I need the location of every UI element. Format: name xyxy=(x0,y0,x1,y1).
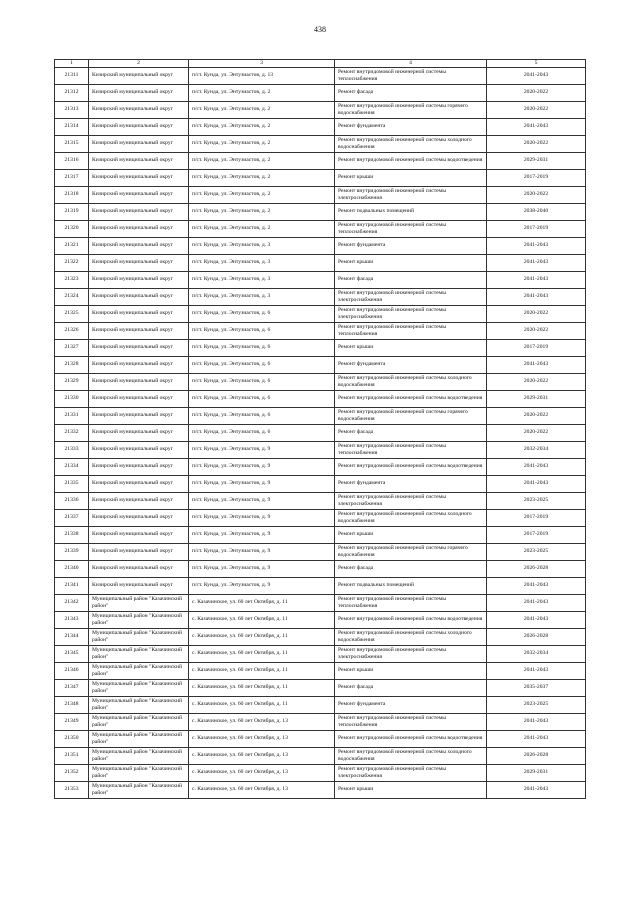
period-cell: 2041-2043 xyxy=(487,662,586,679)
row-number-cell: 21330 xyxy=(55,390,89,407)
period-cell: 2041-2043 xyxy=(487,67,586,84)
table-row xyxy=(55,407,586,424)
municipality-cell: Муниципальный район "Казачинский район" xyxy=(89,594,189,611)
period-cell: 2032-2034 xyxy=(487,441,586,458)
table-row xyxy=(55,135,586,152)
period-cell: 2017-2019 xyxy=(487,339,586,356)
table-row xyxy=(55,662,586,679)
period-cell: 2038-2040 xyxy=(487,203,586,220)
municipality-cell: Муниципальный район "Казачинский район" xyxy=(89,747,189,764)
period-cell: 2023-2025 xyxy=(487,543,586,560)
column-number: 3 xyxy=(189,60,335,68)
table-row xyxy=(55,254,586,271)
column-number: 5 xyxy=(487,60,586,68)
work-type-cell: Ремонт внутридомовой инженерной системы холодного водоснабжения xyxy=(335,628,487,645)
municipality-cell: Кизирский муниципальный округ xyxy=(89,118,189,135)
period-cell: 2041-2043 xyxy=(487,713,586,730)
work-type-cell: Ремонт фасада xyxy=(335,424,487,441)
page-number: 438 xyxy=(314,25,326,34)
row-number-cell: 21322 xyxy=(55,254,89,271)
work-type-cell: Ремонт внутридомовой инженерной системы электроснабжения xyxy=(335,288,487,305)
period-cell: 2032-2034 xyxy=(487,645,586,662)
municipality-cell: Кизирский муниципальный округ xyxy=(89,339,189,356)
municipality-cell: Кизирский муниципальный округ xyxy=(89,169,189,186)
row-number-cell: 21323 xyxy=(55,271,89,288)
period-cell: 2041-2043 xyxy=(487,356,586,373)
row-number-cell: 21315 xyxy=(55,135,89,152)
row-number-cell: 21335 xyxy=(55,475,89,492)
work-type-cell: Ремонт фундамента xyxy=(335,356,487,373)
work-type-cell: Ремонт фасада xyxy=(335,84,487,101)
period-cell: 2020-2022 xyxy=(487,305,586,322)
address-cell: п/ст. Кунда, ул. Энтузиастов, д. 2 xyxy=(189,101,335,118)
table-row xyxy=(55,611,586,628)
row-number-cell: 21332 xyxy=(55,424,89,441)
address-cell: с. Казачинское, ул. 60 лет Октября, д. 13 xyxy=(189,747,335,764)
period-cell: 2029-2031 xyxy=(487,764,586,781)
row-number-cell: 21328 xyxy=(55,356,89,373)
address-cell: с. Казачинское, ул. 60 лет Октября, д. 11 xyxy=(189,628,335,645)
address-cell: п/ст. Кунда, ул. Энтузиастов, д. 2 xyxy=(189,135,335,152)
table-row xyxy=(55,169,586,186)
row-number-cell: 21334 xyxy=(55,458,89,475)
municipality-cell: Кизирский муниципальный округ xyxy=(89,407,189,424)
work-type-cell: Ремонт внутридомовой инженерной системы электроснабжения xyxy=(335,305,487,322)
work-type-cell: Ремонт внутридомовой инженерной системы холодного водоснабжения xyxy=(335,135,487,152)
table-row xyxy=(55,152,586,169)
row-number-cell: 21321 xyxy=(55,237,89,254)
table-row xyxy=(55,390,586,407)
work-type-cell: Ремонт внутридомовой инженерной системы водоотведения xyxy=(335,152,487,169)
table-row xyxy=(55,696,586,713)
period-cell: 2029-2031 xyxy=(487,390,586,407)
work-type-cell: Ремонт фундамента xyxy=(335,118,487,135)
address-cell: п/ст. Кунда, ул. Энтузиастов, д. 6 xyxy=(189,305,335,322)
municipality-cell: Кизирский муниципальный округ xyxy=(89,322,189,339)
work-type-cell: Ремонт внутридомовой инженерной системы теплоснабжения xyxy=(335,594,487,611)
address-cell: с. Казачинское, ул. 60 лет Октября, д. 13 xyxy=(189,764,335,781)
period-cell: 2020-2022 xyxy=(487,322,586,339)
table-row xyxy=(55,356,586,373)
period-cell: 2023-2025 xyxy=(487,492,586,509)
address-cell: с. Казачинское, ул. 60 лет Октября, д. 13 xyxy=(189,713,335,730)
work-type-cell: Ремонт фундамента xyxy=(335,475,487,492)
column-number: 1 xyxy=(55,60,89,68)
period-cell: 2020-2022 xyxy=(487,84,586,101)
row-number-cell: 21311 xyxy=(55,67,89,84)
address-cell: с. Казачинское, ул. 60 лет Октября, д. 13 xyxy=(189,730,335,747)
municipality-cell: Кизирский муниципальный округ xyxy=(89,458,189,475)
period-cell: 2017-2019 xyxy=(487,169,586,186)
municipality-cell: Кизирский муниципальный округ xyxy=(89,475,189,492)
table-row xyxy=(55,305,586,322)
table-row xyxy=(55,220,586,237)
municipality-cell: Кизирский муниципальный округ xyxy=(89,441,189,458)
row-number-cell: 21339 xyxy=(55,543,89,560)
row-number-cell: 21348 xyxy=(55,696,89,713)
row-number-cell: 21338 xyxy=(55,526,89,543)
work-type-cell: Ремонт внутридомовой инженерной системы теплоснабжения xyxy=(335,322,487,339)
row-number-cell: 21337 xyxy=(55,509,89,526)
table-row xyxy=(55,747,586,764)
work-type-cell: Ремонт внутридомовой инженерной системы теплоснабжения xyxy=(335,220,487,237)
work-type-cell: Ремонт внутридомовой инженерной системы теплоснабжения xyxy=(335,713,487,730)
table-row xyxy=(55,764,586,781)
municipality-cell: Кизирский муниципальный округ xyxy=(89,237,189,254)
work-type-cell: Ремонт внутридомовой инженерной системы электроснабжения xyxy=(335,186,487,203)
row-number-cell: 21343 xyxy=(55,611,89,628)
municipality-cell: Кизирский муниципальный округ xyxy=(89,135,189,152)
municipality-cell: Кизирский муниципальный округ xyxy=(89,492,189,509)
address-cell: п/ст. Кунда, ул. Энтузиастов, д. 9 xyxy=(189,543,335,560)
row-number-cell: 21341 xyxy=(55,577,89,594)
table-row xyxy=(55,543,586,560)
row-number-cell: 21340 xyxy=(55,560,89,577)
row-number-cell: 21327 xyxy=(55,339,89,356)
address-cell: п/ст. Кунда, ул. Энтузиастов, д. 6 xyxy=(189,407,335,424)
row-number-cell: 21317 xyxy=(55,169,89,186)
municipality-cell: Кизирский муниципальный округ xyxy=(89,356,189,373)
address-cell: п/ст. Кунда, ул. Энтузиастов, д. 2 xyxy=(189,186,335,203)
row-number-cell: 21336 xyxy=(55,492,89,509)
row-number-cell: 21353 xyxy=(55,781,89,798)
address-cell: п/ст. Кунда, ул. Энтузиастов, д. 6 xyxy=(189,356,335,373)
table-row xyxy=(55,526,586,543)
municipality-cell: Кизирский муниципальный округ xyxy=(89,424,189,441)
period-cell: 2020-2022 xyxy=(487,135,586,152)
table-row xyxy=(55,203,586,220)
address-cell: п/ст. Кунда, ул. Энтузиастов, д. 3 xyxy=(189,271,335,288)
municipality-cell: Муниципальный район "Казачинский район" xyxy=(89,781,189,798)
period-cell: 2026-2028 xyxy=(487,628,586,645)
address-cell: п/ст. Кунда, ул. Энтузиастов, д. 9 xyxy=(189,475,335,492)
address-cell: п/ст. Кунда, ул. Энтузиастов, д. 9 xyxy=(189,441,335,458)
address-cell: п/ст. Кунда, ул. Энтузиастов, д. 3 xyxy=(189,254,335,271)
address-cell: п/ст. Кунда, ул. Энтузиастов, д. 9 xyxy=(189,526,335,543)
municipality-cell: Кизирский муниципальный округ xyxy=(89,526,189,543)
municipality-cell: Кизирский муниципальный округ xyxy=(89,67,189,84)
work-type-cell: Ремонт крыши xyxy=(335,662,487,679)
row-number-cell: 21319 xyxy=(55,203,89,220)
row-number-cell: 21325 xyxy=(55,305,89,322)
period-cell: 2020-2022 xyxy=(487,424,586,441)
period-cell: 2041-2043 xyxy=(487,611,586,628)
table-row xyxy=(55,781,586,798)
row-number-cell: 21314 xyxy=(55,118,89,135)
period-cell: 2020-2022 xyxy=(487,186,586,203)
municipality-cell: Муниципальный район "Казачинский район" xyxy=(89,611,189,628)
municipality-cell: Кизирский муниципальный округ xyxy=(89,288,189,305)
period-cell: 2041-2043 xyxy=(487,458,586,475)
row-number-cell: 21350 xyxy=(55,730,89,747)
row-number-cell: 21345 xyxy=(55,645,89,662)
period-cell: 2020-2022 xyxy=(487,407,586,424)
period-cell: 2035-2037 xyxy=(487,679,586,696)
work-type-cell: Ремонт крыши xyxy=(335,254,487,271)
row-number-cell: 21352 xyxy=(55,764,89,781)
municipality-cell: Муниципальный район "Казачинский район" xyxy=(89,764,189,781)
period-cell: 2041-2043 xyxy=(487,730,586,747)
row-number-cell: 21344 xyxy=(55,628,89,645)
municipality-cell: Кизирский муниципальный округ xyxy=(89,509,189,526)
work-type-cell: Ремонт фасада xyxy=(335,271,487,288)
address-cell: с. Казачинское, ул. 60 лет Октября, д. 11 xyxy=(189,696,335,713)
table-row xyxy=(55,645,586,662)
municipality-cell: Кизирский муниципальный округ xyxy=(89,271,189,288)
work-type-cell: Ремонт подвальных помещений xyxy=(335,203,487,220)
work-type-cell: Ремонт фундамента xyxy=(335,237,487,254)
period-cell: 2041-2043 xyxy=(487,781,586,798)
period-cell: 2041-2043 xyxy=(487,254,586,271)
address-cell: п/ст. Кунда, ул. Энтузиастов, д. 9 xyxy=(189,458,335,475)
row-number-cell: 21320 xyxy=(55,220,89,237)
work-type-cell: Ремонт фундамента xyxy=(335,696,487,713)
address-cell: п/ст. Кунда, ул. Энтузиастов, д. 2 xyxy=(189,152,335,169)
row-number-cell: 21326 xyxy=(55,322,89,339)
address-cell: п/ст. Кунда, ул. Энтузиастов, д. 2 xyxy=(189,118,335,135)
municipality-cell: Кизирский муниципальный округ xyxy=(89,543,189,560)
table-row xyxy=(55,577,586,594)
period-cell: 2026-2028 xyxy=(487,560,586,577)
address-cell: п/ст. Кунда, ул. Энтузиастов, д. 3 xyxy=(189,237,335,254)
work-type-cell: Ремонт внутридомовой инженерной системы электроснабжения xyxy=(335,645,487,662)
work-type-cell: Ремонт внутридомовой инженерной системы теплоснабжения xyxy=(335,441,487,458)
table-row xyxy=(55,594,586,611)
address-cell: п/ст. Кунда, ул. Энтузиастов, д. 6 xyxy=(189,390,335,407)
municipality-cell: Кизирский муниципальный округ xyxy=(89,577,189,594)
table-row xyxy=(55,84,586,101)
work-type-cell: Ремонт внутридомовой инженерной системы теплоснабжения xyxy=(335,67,487,84)
work-type-cell: Ремонт фасада xyxy=(335,679,487,696)
period-cell: 2041-2043 xyxy=(487,288,586,305)
period-cell: 2041-2043 xyxy=(487,475,586,492)
table-row xyxy=(55,373,586,390)
municipality-cell: Муниципальный район "Казачинский район" xyxy=(89,679,189,696)
work-type-cell: Ремонт крыши xyxy=(335,339,487,356)
row-number-cell: 21347 xyxy=(55,679,89,696)
address-cell: с. Казачинское, ул. 60 лет Октября, д. 11 xyxy=(189,594,335,611)
period-cell: 2017-2019 xyxy=(487,220,586,237)
work-type-cell: Ремонт внутридомовой инженерной системы горячего водоснабжения xyxy=(335,543,487,560)
table-row xyxy=(55,628,586,645)
period-cell: 2020-2022 xyxy=(487,101,586,118)
period-cell: 2029-2031 xyxy=(487,152,586,169)
work-type-cell: Ремонт крыши xyxy=(335,526,487,543)
municipality-cell: Муниципальный район "Казачинский район" xyxy=(89,645,189,662)
row-number-cell: 21324 xyxy=(55,288,89,305)
address-cell: п/ст. Кунда, ул. Энтузиастов, д. 2 xyxy=(189,220,335,237)
column-number: 4 xyxy=(335,60,487,68)
address-cell: п/ст. Кунда, ул. Энтузиастов, д. 6 xyxy=(189,339,335,356)
address-cell: с. Казачинское, ул. 60 лет Октября, д. 11 xyxy=(189,662,335,679)
table-row xyxy=(55,339,586,356)
table-row xyxy=(55,424,586,441)
period-cell: 2023-2025 xyxy=(487,696,586,713)
municipality-cell: Муниципальный район "Казачинский район" xyxy=(89,730,189,747)
work-type-cell: Ремонт внутридомовой инженерной системы горячего водоснабжения xyxy=(335,101,487,118)
address-cell: п/ст. Кунда, ул. Энтузиастов, д. 3 xyxy=(189,288,335,305)
work-type-cell: Ремонт внутридомовой инженерной системы водоотведения xyxy=(335,611,487,628)
work-type-cell: Ремонт внутридомовой инженерной системы водоотведения xyxy=(335,458,487,475)
row-number-cell: 21331 xyxy=(55,407,89,424)
row-number-cell: 21318 xyxy=(55,186,89,203)
table-row xyxy=(55,237,586,254)
municipality-cell: Муниципальный район "Казачинский район" xyxy=(89,662,189,679)
work-type-cell: Ремонт крыши xyxy=(335,169,487,186)
work-type-cell: Ремонт внутридомовой инженерной системы холодного водоснабжения xyxy=(335,747,487,764)
period-cell: 2041-2043 xyxy=(487,118,586,135)
address-cell: п/ст. Кунда, ул. Энтузиастов, д. 6 xyxy=(189,373,335,390)
table-row xyxy=(55,67,586,84)
table-row xyxy=(55,271,586,288)
municipality-cell: Кизирский муниципальный округ xyxy=(89,84,189,101)
row-number-cell: 21316 xyxy=(55,152,89,169)
address-cell: п/ст. Кунда, ул. Энтузиастов, д. 2 xyxy=(189,84,335,101)
work-type-cell: Ремонт внутридомовой инженерной системы электроснабжения xyxy=(335,492,487,509)
table-row xyxy=(55,713,586,730)
table-row xyxy=(55,118,586,135)
address-cell: п/ст. Кунда, ул. Энтузиастов, д. 2 xyxy=(189,169,335,186)
table-row xyxy=(55,101,586,118)
table-row xyxy=(55,679,586,696)
municipality-cell: Кизирский муниципальный округ xyxy=(89,390,189,407)
table-row xyxy=(55,730,586,747)
address-cell: с. Казачинское, ул. 60 лет Октября, д. 11 xyxy=(189,611,335,628)
municipality-cell: Кизирский муниципальный округ xyxy=(89,305,189,322)
period-cell: 2041-2043 xyxy=(487,237,586,254)
address-cell: с. Казачинское, ул. 60 лет Октября, д. 13 xyxy=(189,781,335,798)
table-row xyxy=(55,560,586,577)
address-cell: п/ст. Кунда, ул. Энтузиастов, д. 6 xyxy=(189,322,335,339)
municipality-cell: Кизирский муниципальный округ xyxy=(89,254,189,271)
work-type-cell: Ремонт внутридомовой инженерной системы электроснабжения xyxy=(335,764,487,781)
table-row xyxy=(55,441,586,458)
municipality-cell: Кизирский муниципальный округ xyxy=(89,152,189,169)
row-number-cell: 21342 xyxy=(55,594,89,611)
period-cell: 2041-2043 xyxy=(487,594,586,611)
work-type-cell: Ремонт внутридомовой инженерной системы холодного водоснабжения xyxy=(335,373,487,390)
address-cell: п/ст. Кунда, ул. Энтузиастов, д. 9 xyxy=(189,577,335,594)
municipality-cell: Кизирский муниципальный округ xyxy=(89,186,189,203)
address-cell: п/ст. Кунда, ул. Энтузиастов, д. 9 xyxy=(189,509,335,526)
address-cell: п/ст. Кунда, ул. Энтузиастов, д. 9 xyxy=(189,492,335,509)
work-type-cell: Ремонт внутридомовой инженерной системы горячего водоснабжения xyxy=(335,407,487,424)
column-number: 2 xyxy=(89,60,189,68)
period-cell: 2041-2043 xyxy=(487,271,586,288)
municipality-cell: Кизирский муниципальный округ xyxy=(89,203,189,220)
municipality-cell: Кизирский муниципальный округ xyxy=(89,373,189,390)
municipality-cell: Кизирский муниципальный округ xyxy=(89,101,189,118)
work-type-cell: Ремонт подвальных помещений xyxy=(335,577,487,594)
table-row xyxy=(55,475,586,492)
row-number-cell: 21312 xyxy=(55,84,89,101)
period-cell: 2017-2019 xyxy=(487,526,586,543)
work-type-cell: Ремонт внутридомовой инженерной системы водоотведения xyxy=(335,390,487,407)
address-cell: с. Казачинское, ул. 60 лет Октября, д. 11 xyxy=(189,645,335,662)
table-row xyxy=(55,186,586,203)
work-type-cell: Ремонт внутридомовой инженерной системы водоотведения xyxy=(335,730,487,747)
address-cell: п/ст. Кунда, ул. Энтузиастов, д. 6 xyxy=(189,424,335,441)
table-row xyxy=(55,492,586,509)
row-number-cell: 21351 xyxy=(55,747,89,764)
municipality-cell: Муниципальный район "Казачинский район" xyxy=(89,696,189,713)
address-cell: п/ст. Кунда, ул. Энтузиастов, д. 2 xyxy=(189,203,335,220)
table-row xyxy=(55,509,586,526)
capital-repair-table xyxy=(54,59,586,799)
period-cell: 2026-2028 xyxy=(487,747,586,764)
work-type-cell: Ремонт крыши xyxy=(335,781,487,798)
row-number-cell: 21313 xyxy=(55,101,89,118)
period-cell: 2017-2019 xyxy=(487,509,586,526)
address-cell: п/ст. Кунда, ул. Энтузиастов, д. 9 xyxy=(189,560,335,577)
address-cell: п/ст. Кунда, ул. Энтузиастов, д. 13 xyxy=(189,67,335,84)
row-number-cell: 21349 xyxy=(55,713,89,730)
table-row xyxy=(55,458,586,475)
municipality-cell: Кизирский муниципальный округ xyxy=(89,560,189,577)
address-cell: с. Казачинское, ул. 60 лет Октября, д. 11 xyxy=(189,679,335,696)
work-type-cell: Ремонт внутридомовой инженерной системы холодного водоснабжения xyxy=(335,509,487,526)
work-type-cell: Ремонт фасада xyxy=(335,560,487,577)
municipality-cell: Кизирский муниципальный округ xyxy=(89,220,189,237)
row-number-cell: 21333 xyxy=(55,441,89,458)
column-number-row xyxy=(55,60,586,68)
municipality-cell: Муниципальный район "Казачинский район" xyxy=(89,628,189,645)
row-number-cell: 21329 xyxy=(55,373,89,390)
table-row xyxy=(55,322,586,339)
row-number-cell: 21346 xyxy=(55,662,89,679)
municipality-cell: Муниципальный район "Казачинский район" xyxy=(89,713,189,730)
period-cell: 2020-2022 xyxy=(487,373,586,390)
table-row xyxy=(55,288,586,305)
period-cell: 2041-2043 xyxy=(487,577,586,594)
